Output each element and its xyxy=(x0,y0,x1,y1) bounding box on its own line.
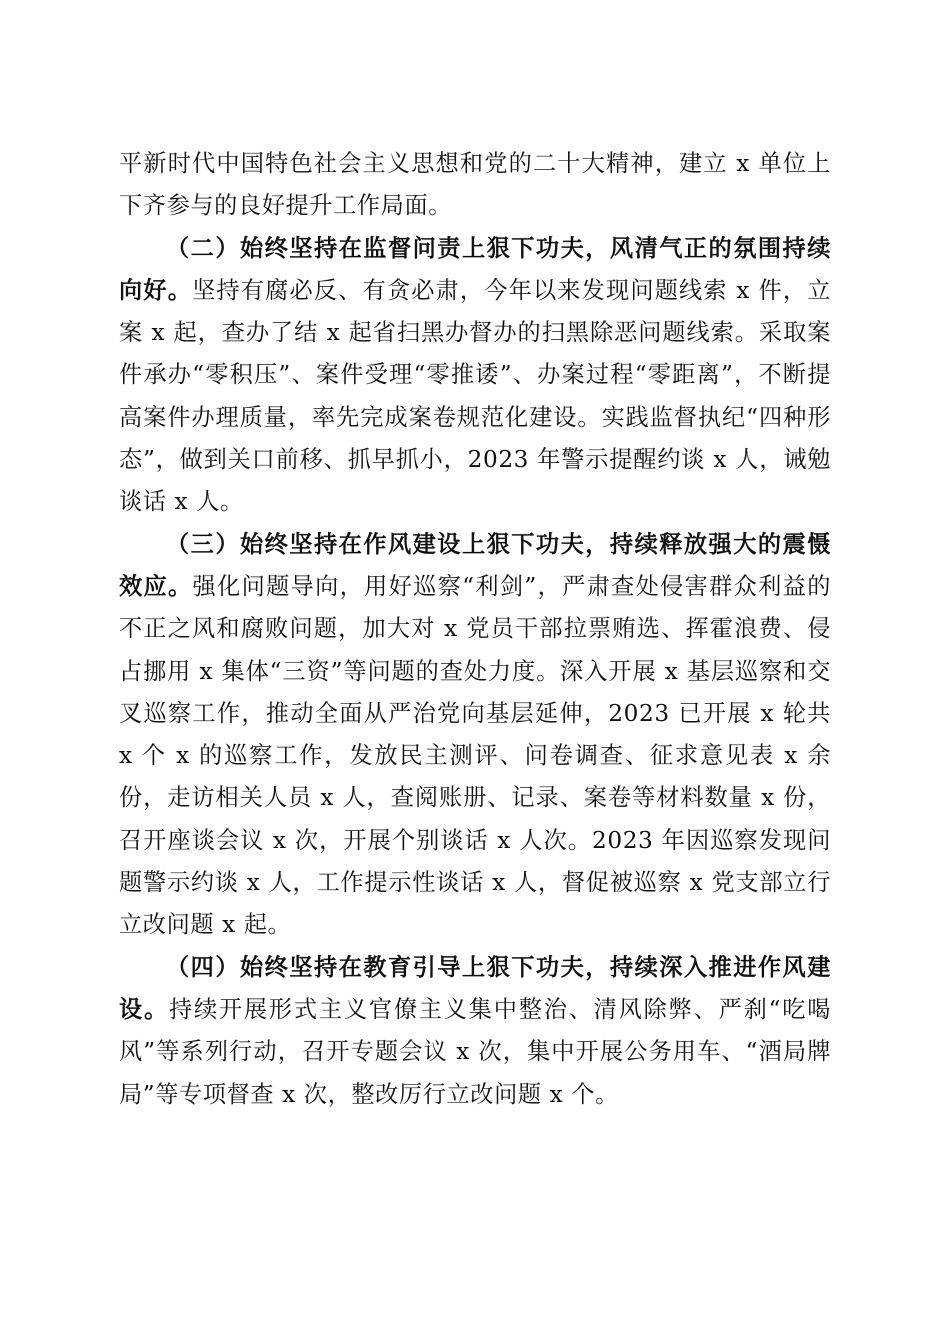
paragraph-body: 坚持有腐必反、有贪必肃，今年以来发现问题线索 x 件，立案 x 起，查办了结 x 起省扫黑办督办的扫黑除恶问题线索。采取案件承办“零积压”、案件受理“零推诿”、办案过程“零距离”，不断提高案件办理质量，率先完成案卷规范化建设。实践监督执纪“四种形态”，做到关口前移、抓早抓小，2023 年警示提醒约谈 x 人，诫勉谈话 x 人。 xyxy=(119,276,831,516)
document-body xyxy=(119,143,831,1116)
paragraph-section-2 xyxy=(119,228,831,524)
section-heading: （三）始终坚持在作风建设上狠下功夫，持续释放强大的震慑效应。 xyxy=(119,530,831,600)
paragraph-section-3 xyxy=(119,524,831,947)
paragraph-section-4 xyxy=(119,947,831,1116)
section-heading: （四）始终坚持在教育引导上狠下功夫，持续深入推进作风建设。 xyxy=(119,953,831,1023)
paragraph-body: 强化问题导向，用好巡察“利剑”，严肃查处侵害群众利益的不正之风和腐败问题，加大对 x 党员干部拉票贿选、挥霍浪费、侵占挪用 x 集体“三资”等问题的查处力度。深入开展 x 基层巡察和交叉巡察工作，推动全面从严治党向基层延伸，2023 已开展 x 轮共 x 个 x 的巡察工作，发放民主测评、问卷调查、征求意见表 x 余份，走访相关人员 x 人，查阅账册、记录、案卷等材料数量 x 份，召开座谈会议 x 次，开展个别谈话 x 人次。2023 年因巡察发现问题警示约谈 x 人，工作提示性谈话 x 人，督促被巡察 x 党支部立行立改问题 x 起。 xyxy=(119,572,831,939)
section-heading: （二）始终坚持在监督问责上狠下功夫，风清气正的氛围持续向好。 xyxy=(119,234,831,304)
paragraph-body: 平新时代中国特色社会主义思想和党的二十大精神，建立 x 单位上下齐参与的良好提升工作局面。 xyxy=(119,150,831,220)
paragraph-body: 持续开展形式主义官僚主义集中整治、清风除弊、严刹“吃喝风”等系列行动，召开专题会议 x 次，集中开展公务用车、“酒局牌局”等专项督查 x 次，整改厉行立改问题 x 个。 xyxy=(119,995,831,1108)
paragraph-continuation xyxy=(119,143,831,228)
